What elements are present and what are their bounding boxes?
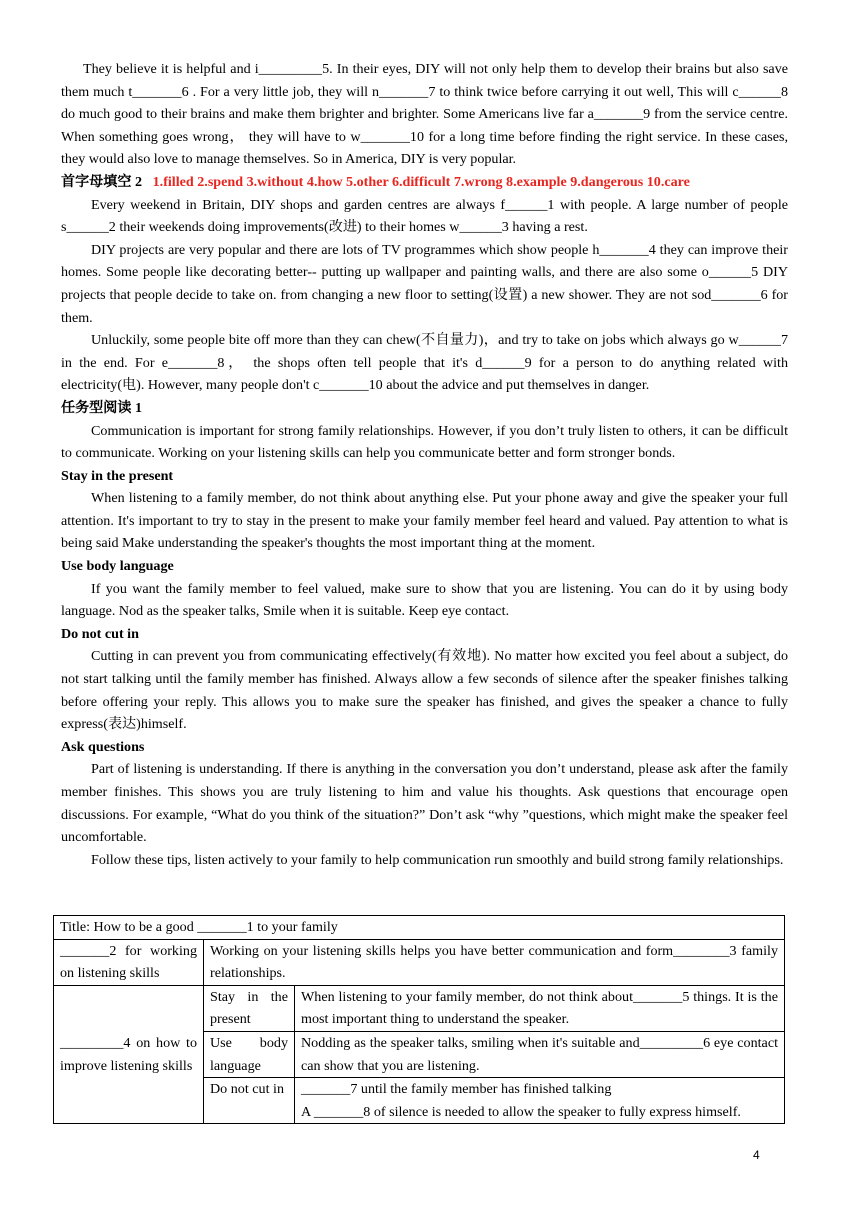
table-cell-stay-label: Stay in the present (204, 985, 295, 1031)
table-row (54, 916, 785, 940)
table-title-cell: Title: How to be a good _______1 to your family (54, 916, 785, 940)
task-table (53, 915, 785, 1124)
heading-stay-in-present: Stay in the present (61, 467, 174, 484)
table-cell-blank-7-8 (295, 1078, 785, 1124)
table-cell-body-label: Use body language (204, 1031, 295, 1077)
reading-title: 任务型阅读 1 (61, 399, 143, 416)
cloze2-header (61, 171, 788, 194)
reading-closing: Follow these tips, listen actively to your family to help communication run smoothly and build strong family relationships. (91, 851, 784, 868)
heading-do-not-cut-in: Do not cut in (61, 625, 139, 642)
table-cell-blank-4: _________4 on how to improve listening skills (54, 985, 204, 1124)
reading-intro: Communication is important for strong family relationships. However, if you don’t truly listen to others, it can be difficult to communicate. Working on your listening skills can help you communicate better and form stronger bonds. (61, 422, 788, 462)
top-paragraph: They believe it is helpful and i_________5. In their eyes, DIY will not only help them to develop their brains but also save them much t_______6 . For a very little job, they will n_______7 to think twice before carrying it out well, This will c______8 do much good to their brains and make them brighter and brighter. Some Americans live far a_______9 from the service centre. When something goes wrong， they will have to w_______10 for a long time before finding the right service. In these cases, they would also love to manage themselves. So in America, DIY is very popular. (61, 61, 788, 168)
cloze2-paragraph-2: DIY projects are very popular and there are lots of TV programmes which show people h_______4 they can improve their homes. Some people like decorating better-- putting up wallpaper and painting walls, and there are also some o______5 DIY projects that people decide to take on. from changing a new floor to setting(设置) a new shower. They are not sod_______6 for them. (61, 241, 788, 326)
cloze2-paragraph-1: Every weekend in Britain, DIY shops and garden centres are always f______1 with people. A large number of people s______2 their weekends doing improvements(改进) to their homes w______3 having a rest. (61, 196, 788, 236)
heading-body-language: Use body language (61, 558, 174, 575)
cloze2-title: 首字母填空 2 (61, 173, 143, 190)
table-cell-blank-3: Working on your listening skills helps you have better communication and form________3 family relationships. (204, 939, 785, 985)
heading-ask-questions: Ask questions (61, 738, 145, 755)
page-number: 4 (753, 1148, 760, 1162)
table-blank-7-text: _______7 until the family member has finished talking (301, 1081, 612, 1098)
section-ask-questions: Part of listening is understanding. If there is anything in the conversation you don’t understand, please ask after the family member finishes. This shows you are truly listening to him and value his thoughts. Ask questions that encourage open discussions. For example, “What do you think of the situation?” Don’t ask “why ”questions, which might make the speaker feel uncomfortable. (61, 761, 788, 846)
table-cell-blank-6: Nodding as the speaker talks, smiling when it's suitable and_________6 eye contact can show that you are listening. (295, 1031, 785, 1077)
section-body-language: If you want the family member to feel valued, make sure to show that you are listening. You can do it by using body language. Nod as the speaker talks, Smile when it is suitable. Keep eye contact. (61, 580, 788, 620)
table-cell-blank-2: _______2 for working on listening skills (54, 939, 204, 985)
section-do-not-cut-in: Cutting in can prevent you from communicating effectively(有效地). No matter how excited you feel about a subject, do not start talking until the family member has finished. Always allow a few seconds of silence after the speaker finishes talking before offering your reply. This allows you to make sure the speaker has finished, and gives the speaker a chance to fully express(表达)himself. (61, 648, 788, 733)
table-cell-blank-5: When listening to your family member, do not think about_______5 things. It is the most important thing to understand the speaker. (295, 985, 785, 1031)
cloze2-answers: 1.filled 2.spend 3.without 4.how 5.other 6.difficult 7.wrong 8.example 9.dangerous 10.care (152, 173, 690, 190)
table-cell-cut-label: Do not cut in (204, 1078, 295, 1124)
table-blank-8-text: A _______8 of silence is needed to allow the speaker to fully express himself. (301, 1103, 741, 1120)
document-body (61, 58, 788, 871)
table-row (54, 985, 785, 1031)
cloze2-paragraph-3: Unluckily, some people bite off more than they can chew(不自量力)，and try to take on jobs which always go w______7 in the end. For e_______8， the shops often tell people that it's d______9 for a person to do anything related with electricity(电). However, many people don't c_______10 about the advice and put themselves in danger. (61, 332, 788, 394)
table-row (54, 939, 785, 985)
section-stay-in-present: When listening to a family member, do not think about anything else. Put your phone away and give the speaker your full attention. It's important to try to stay in the present to make your family member feel heard and valued. Pay attention to what is being said Make understanding the speaker's thoughts the most important thing at the moment. (61, 490, 788, 552)
